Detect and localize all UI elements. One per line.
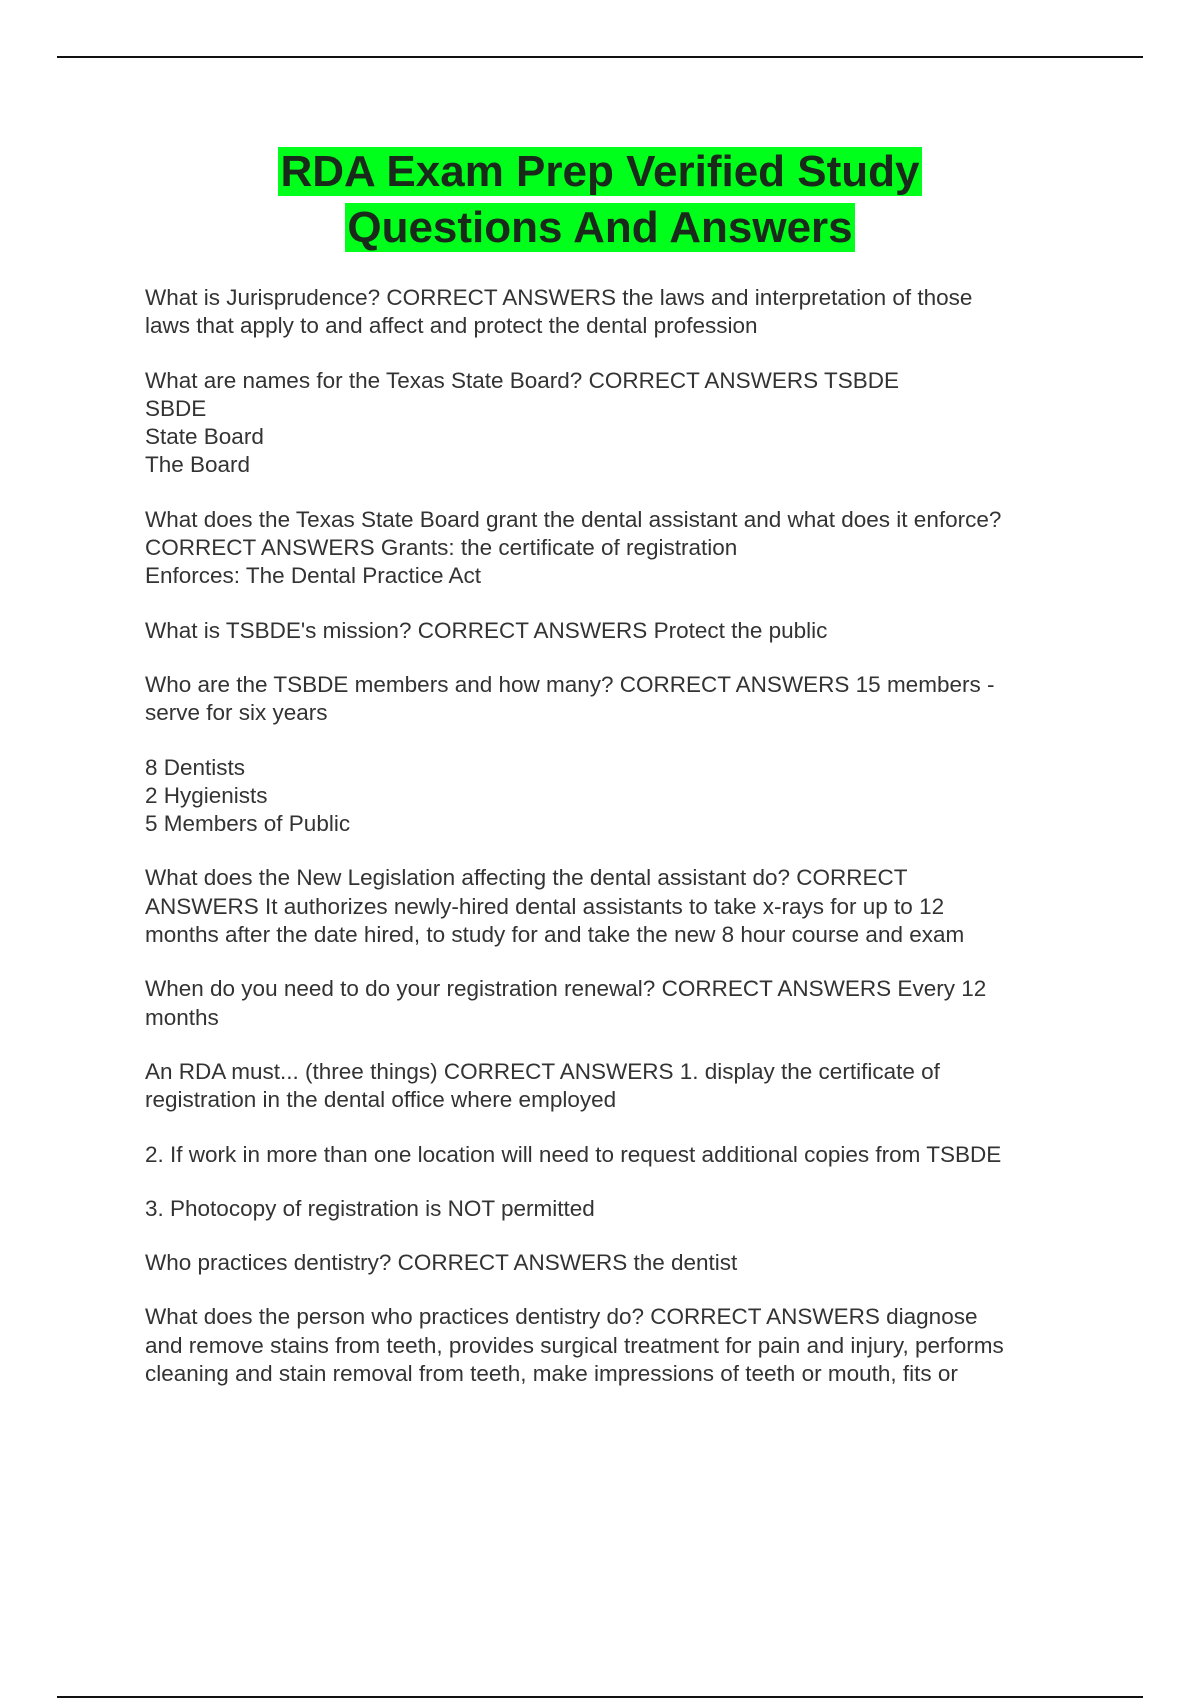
text-line: serve for six years <box>145 700 328 726</box>
text-line: 3. Photocopy of registration is NOT permitted <box>145 1195 595 1221</box>
text-line: CORRECT ANSWERS Grants: the certificate of registration <box>145 535 738 561</box>
text-line: months <box>145 1004 219 1030</box>
title-line-1: RDA Exam Prep Verified Study <box>280 147 920 196</box>
qa-paragraph <box>145 1303 1085 1388</box>
text-line: What is Jurisprudence? CORRECT ANSWERS the laws and interpretation of those <box>145 285 973 310</box>
title-line-2: Questions And Answers <box>347 203 853 252</box>
qa-paragraph <box>145 1249 1085 1277</box>
qa-paragraph <box>145 754 1085 839</box>
qa-paragraph <box>145 975 1085 1032</box>
text-line: SBDE <box>145 395 207 421</box>
text-line: registration in the dental office where employed <box>145 1087 617 1113</box>
qa-paragraph <box>145 284 1085 341</box>
qa-paragraph <box>145 864 1085 949</box>
text-line: Who are the TSBDE members and how many? CORRECT ANSWERS 15 members - <box>145 671 995 697</box>
document-title <box>0 144 1200 256</box>
text-line: 2 Hygienists <box>145 782 268 808</box>
text-line: What is TSBDE's mission? CORRECT ANSWERS Protect the public <box>145 617 828 643</box>
qa-paragraph <box>145 671 1085 728</box>
qa-paragraph <box>145 1058 1085 1115</box>
text-line: What does the Texas State Board grant the dental assistant and what does it enforce? <box>145 506 1002 532</box>
text-line: 8 Dentists <box>145 754 246 780</box>
text-line: The Board <box>145 452 251 478</box>
text-line: An RDA must... (three things) CORRECT ANSWERS 1. display the certificate of <box>145 1058 940 1084</box>
text-line: and remove stains from teeth, provides surgical treatment for pain and injury, performs <box>145 1332 1004 1358</box>
qa-paragraph <box>145 1141 1085 1169</box>
qa-content <box>145 284 1085 1414</box>
text-line: What are names for the Texas State Board? CORRECT ANSWERS TSBDE <box>145 367 900 393</box>
qa-paragraph <box>145 367 1085 480</box>
top-rule <box>57 56 1143 58</box>
text-line: cleaning and stain removal from teeth, make impressions of teeth or mouth, fits or <box>145 1361 958 1387</box>
bottom-rule <box>57 1696 1143 1698</box>
qa-paragraph <box>145 617 1085 645</box>
text-line: 2. If work in more than one location will need to request additional copies from TSBDE <box>145 1141 1002 1167</box>
qa-paragraph <box>145 1195 1085 1223</box>
text-line: Who practices dentistry? CORRECT ANSWERS the dentist <box>145 1250 738 1276</box>
text-line: 5 Members of Public <box>145 811 351 837</box>
text-line: ANSWERS It authorizes newly-hired dental assistants to take x-rays for up to 12 <box>145 893 945 919</box>
text-line: What does the person who practices dentistry do? CORRECT ANSWERS diagnose <box>145 1304 978 1330</box>
text-line: Enforces: The Dental Practice Act <box>145 563 481 589</box>
text-line: laws that apply to and affect and protect the dental profession <box>145 313 758 339</box>
text-line: State Board <box>145 424 264 450</box>
qa-paragraph <box>145 506 1085 591</box>
text-line: When do you need to do your registration renewal? CORRECT ANSWERS Every 12 <box>145 976 987 1002</box>
text-line: What does the New Legislation affecting the dental assistant do? CORRECT <box>145 865 908 891</box>
text-line: months after the date hired, to study for and take the new 8 hour course and exam <box>145 922 965 948</box>
